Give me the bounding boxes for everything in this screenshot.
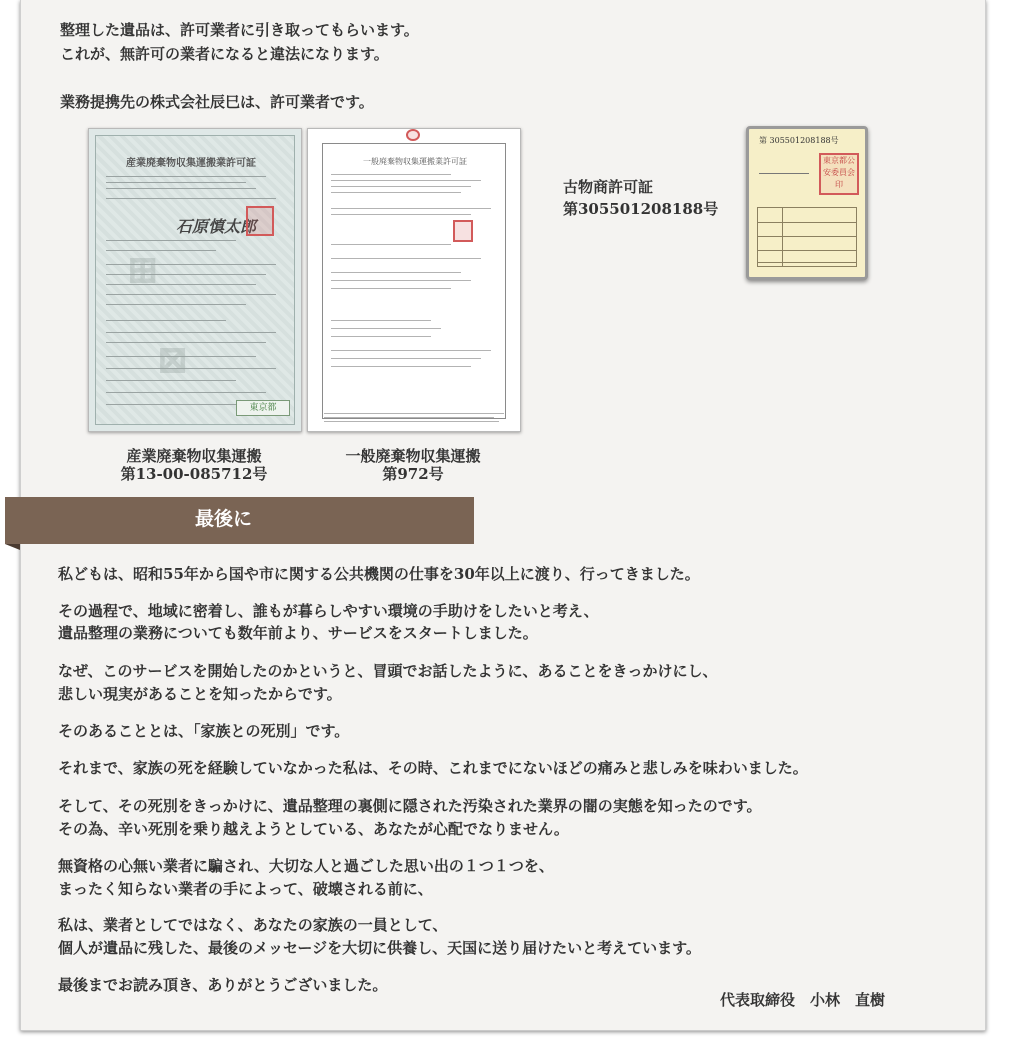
certificate-signer-name: 石原慎太郎 (176, 217, 257, 236)
intro-line-2: これが、無許可の業者になると違法になります。 (60, 45, 389, 63)
message-paragraph-2-line-2: 遺品整理の業務についても数年前より、サービスをスタートしました。 (58, 624, 538, 642)
intro-line-1: 整理した遺品は、許可業者に引き取ってもらいます。 (60, 21, 419, 39)
intro-line-3: 業務提携先の株式会社辰巳は、許可業者です。 (60, 93, 374, 111)
message-paragraph-4: そのあることとは、「家族との死別」です。 (58, 722, 350, 740)
red-seal-icon (246, 206, 274, 236)
tokyo-logo-badge: 東京都 (236, 400, 290, 416)
certificate-frame (322, 143, 506, 419)
message-paragraph-7-line-1: 無資格の心無い業者に騙され、大切な人と過ごした思い出の１つ１つを、 (58, 857, 554, 875)
card-detail-grid (757, 207, 857, 267)
industrial-waste-license-image (88, 128, 302, 432)
banner-fold (5, 544, 20, 550)
section-title: 最後に (195, 508, 253, 530)
antique-license-number: 第305501208188号 (563, 200, 719, 218)
public-safety-seal: 東京都公安委員会印 (819, 153, 859, 195)
general-license-caption-title: 一般廃棄物収集運搬 (345, 447, 481, 465)
message-paragraph-2-line-1: その過程で、地域に密着し、誰もが暮らしやすい環境の手助けをしたいと考え、 (58, 602, 599, 620)
industrial-license-caption-number: 第13-00-085712号 (120, 465, 268, 483)
industrial-license-caption-title: 産業廃棄物収集運搬 (126, 447, 262, 465)
antique-dealer-license-card-image (746, 126, 868, 280)
watermark-glyph: ⊞ (126, 246, 160, 293)
red-seal-icon (453, 220, 473, 242)
message-paragraph-6-line-1: そして、その死別をきっかけに、遺品整理の裏側に隠された汚染された業界の闇の実態を知ったのです。 (58, 797, 762, 815)
watermark-glyph: ⊠ (156, 336, 190, 383)
message-paragraph-7-line-2: まったく知らない業者の手によって、破壊される前に、 (58, 880, 433, 898)
message-paragraph-1: 私どもは、昭和55年から国や市に関する公共機関の仕事を30年以上に渡り、行ってきました。 (58, 565, 700, 583)
message-paragraph-9: 最後までお読み頂き、ありがとうございました。 (58, 976, 388, 994)
message-paragraph-8-line-1: 私は、業者としてではなく、あなたの家族の一員として、 (58, 916, 448, 934)
red-seal-icon (406, 129, 420, 141)
antique-license-label: 古物商許可証 (563, 178, 654, 196)
message-paragraph-6-line-2: その為、辛い死別を乗り越えようとしている、あなたが心配でなりません。 (58, 820, 569, 838)
message-paragraph-3-line-1: なぜ、このサービスを開始したのかというと、冒頭でお話したように、あることをきっかけにし、 (58, 662, 718, 680)
message-paragraph-5: それまで、家族の死を経験していなかった私は、その時、これまでにないほどの痛みと悲しみを味わいました。 (58, 759, 808, 777)
signature: 代表取締役 小林 直樹 (720, 991, 886, 1009)
message-paragraph-3-line-2: 悲しい現実があることを知ったからです。 (58, 685, 342, 703)
certificate-header: 産業廃棄物収集運搬業許可証 (126, 158, 256, 169)
certificate-header: 一般廃棄物収集運搬業許可証 (363, 157, 467, 166)
certificate-frame (95, 135, 295, 425)
general-waste-license-image (307, 128, 521, 432)
message-paragraph-8-line-2: 個人が遺品に残した、最後のメッセージを大切に供養し、天国に送り届けたいと考えています。 (58, 939, 701, 957)
card-number: 第 305501208188号 (759, 136, 839, 145)
general-license-caption-number: 第972号 (382, 465, 444, 483)
